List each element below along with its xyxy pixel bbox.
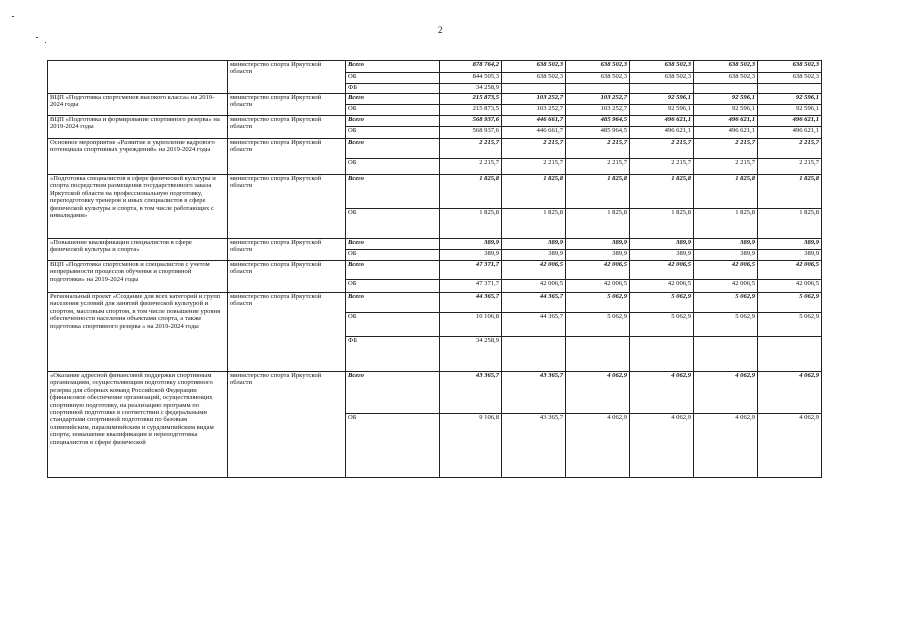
amount-cell: 1 825,8 [440, 209, 502, 239]
table-row [48, 372, 822, 414]
amount-cell: 42 006,5 [694, 261, 758, 280]
amount-cell: 92 596,1 [758, 105, 822, 116]
amount-cell: 42 006,5 [630, 261, 694, 280]
amount-cell: 2 215,7 [502, 159, 566, 175]
amount-cell [502, 337, 566, 372]
amount-cell: 215 873,5 [440, 105, 502, 116]
amount-cell: 496 621,1 [630, 116, 694, 127]
amount-cell: 389,9 [502, 250, 566, 261]
program-name-cell: «Подготовка специалистов в сфере физической культуры и спорта посредством размещения государственного заказа Иркутской области на профессиональную подготовку, переподготовку тренеров и иных специалистов в сфере физической культуры и спорта, в том числе работающих с инвалидами» [48, 175, 228, 239]
amount-cell: 42 006,5 [502, 261, 566, 280]
table-row [48, 293, 822, 313]
amount-cell: 5 062,9 [758, 313, 822, 337]
amount-cell: 638 502,3 [694, 73, 758, 84]
funding-source-cell: Всего [346, 372, 440, 414]
funding-source-cell: Всего [346, 116, 440, 127]
amount-cell: 5 062,9 [566, 313, 630, 337]
scan-speck [36, 37, 38, 38]
funding-source-cell: ФБ [346, 84, 440, 94]
amount-cell: 2 215,7 [440, 159, 502, 175]
amount-cell: 389,9 [440, 239, 502, 250]
table-row [48, 116, 822, 127]
amount-cell: 44 365,7 [502, 293, 566, 313]
amount-cell: 1 825,8 [694, 175, 758, 209]
amount-cell: 4 062,9 [566, 372, 630, 414]
amount-cell: 1 825,8 [758, 175, 822, 209]
table-row [48, 175, 822, 209]
table-row [48, 261, 822, 280]
funding-source-cell: ОБ [346, 280, 440, 293]
amount-cell: 9 106,8 [440, 414, 502, 478]
amount-cell: 4 062,9 [694, 414, 758, 478]
amount-cell: 42 006,5 [758, 261, 822, 280]
amount-cell: 389,9 [758, 239, 822, 250]
amount-cell: 638 502,3 [758, 73, 822, 84]
amount-cell: 103 252,7 [502, 105, 566, 116]
executor-cell: министерство спорта Иркутской области [228, 116, 346, 139]
amount-cell: 2 215,7 [758, 139, 822, 159]
amount-cell: 389,9 [630, 239, 694, 250]
amount-cell: 92 596,1 [694, 105, 758, 116]
amount-cell: 43 365,7 [440, 372, 502, 414]
funding-source-cell: ОБ [346, 313, 440, 337]
amount-cell [566, 337, 630, 372]
amount-cell: 42 006,5 [630, 280, 694, 293]
amount-cell: 568 937,6 [440, 116, 502, 127]
amount-cell: 496 621,1 [630, 127, 694, 139]
amount-cell [566, 84, 630, 94]
amount-cell: 103 252,7 [566, 94, 630, 105]
amount-cell: 638 502,3 [630, 61, 694, 73]
amount-cell: 2 215,7 [440, 139, 502, 159]
amount-cell: 844 505,3 [440, 73, 502, 84]
amount-cell: 47 371,7 [440, 280, 502, 293]
program-name-cell: Региональный проект «Создание для всех категорий и групп населения условий для занятий физической культурой и спортом, массовым спортом, в том числе повышение уровня обеспеченности населения объектами спорта, а также подготовка спортивного резерва » на 2019-2024 годы [48, 293, 228, 372]
funding-source-cell: ОБ [346, 105, 440, 116]
program-name-cell: «Повышение квалификации специалистов в сфере физической культуры и спорта» [48, 239, 228, 261]
funding-source-cell: ОБ [346, 250, 440, 261]
amount-cell: 103 252,7 [502, 94, 566, 105]
amount-cell [694, 84, 758, 94]
amount-cell: 446 661,7 [502, 116, 566, 127]
amount-cell: 878 764,2 [440, 61, 502, 73]
amount-cell: 92 596,1 [630, 105, 694, 116]
amount-cell: 2 215,7 [566, 139, 630, 159]
amount-cell: 42 006,5 [758, 280, 822, 293]
executor-cell: министерство спорта Иркутской области [228, 261, 346, 293]
program-name-cell [48, 61, 228, 94]
amount-cell: 215 873,5 [440, 94, 502, 105]
amount-cell: 1 825,8 [630, 209, 694, 239]
amount-cell: 496 621,1 [758, 116, 822, 127]
amount-cell: 4 062,9 [758, 414, 822, 478]
funding-source-cell: ОБ [346, 209, 440, 239]
amount-cell: 389,9 [502, 239, 566, 250]
amount-cell [758, 337, 822, 372]
funding-source-cell: ОБ [346, 73, 440, 84]
amount-cell: 5 062,9 [758, 293, 822, 313]
executor-cell: министерство спорта Иркутской области [228, 94, 346, 116]
funding-source-cell: Всего [346, 94, 440, 105]
amount-cell: 103 252,7 [566, 105, 630, 116]
funding-source-cell: Всего [346, 293, 440, 313]
amount-cell: 92 596,1 [630, 94, 694, 105]
executor-cell: министерство спорта Иркутской области [228, 239, 346, 261]
amount-cell: 10 106,8 [440, 313, 502, 337]
amount-cell: 2 215,7 [566, 159, 630, 175]
funding-source-cell: ОБ [346, 414, 440, 478]
amount-cell [630, 84, 694, 94]
program-name-cell: ВЦП «Подготовка спортсменов высокого класса» на 2019-2024 годы [48, 94, 228, 116]
amount-cell: 568 937,6 [440, 127, 502, 139]
table-row [48, 239, 822, 250]
amount-cell: 4 062,9 [694, 372, 758, 414]
amount-cell: 5 062,9 [630, 313, 694, 337]
funding-source-cell: ФБ [346, 337, 440, 372]
amount-cell: 389,9 [694, 239, 758, 250]
amount-cell: 42 006,5 [566, 280, 630, 293]
amount-cell: 638 502,3 [630, 73, 694, 84]
amount-cell: 1 825,8 [440, 175, 502, 209]
table-row [48, 139, 822, 159]
amount-cell: 638 502,3 [502, 61, 566, 73]
amount-cell: 1 825,8 [694, 209, 758, 239]
amount-cell: 446 661,7 [502, 127, 566, 139]
amount-cell: 47 371,7 [440, 261, 502, 280]
scan-speck [12, 16, 14, 17]
amount-cell: 5 062,9 [694, 293, 758, 313]
amount-cell: 485 964,5 [566, 116, 630, 127]
amount-cell: 2 215,7 [694, 139, 758, 159]
executor-cell: министерство спорта Иркутской области [228, 139, 346, 175]
program-name-cell: ВЦП «Подготовка и формирование спортивного резерва» на 2019-2024 годы [48, 116, 228, 139]
program-name-cell: «Оказание адресной финансовой поддержки спортивным организациям, осуществляющим подготовку спортивного резерва для сборных команд Российской Федерации (финансовое обеспечение организаций, осуществляющих спортивную подготовку, на реализацию программ по спортивной подготовке в соответствии с федеральными стандартами спортивной подготовки по базовым олимпийским, паралимпийским и сурдлимпийским видам спорта; повышение квалификации и переподготовка специалистов в сфере физической [48, 372, 228, 478]
funding-source-cell: Всего [346, 61, 440, 73]
amount-cell: 92 596,1 [694, 94, 758, 105]
amount-cell: 2 215,7 [630, 139, 694, 159]
amount-cell: 43 365,7 [502, 372, 566, 414]
table-row [48, 61, 822, 73]
funding-source-cell: ОБ [346, 159, 440, 175]
amount-cell: 43 365,7 [502, 414, 566, 478]
executor-cell: министерство спорта Иркутской области [228, 372, 346, 478]
amount-cell: 496 621,1 [694, 127, 758, 139]
amount-cell: 485 964,5 [566, 127, 630, 139]
executor-cell: министерство спорта Иркутской области [228, 293, 346, 372]
amount-cell: 389,9 [758, 250, 822, 261]
amount-cell: 42 006,5 [566, 261, 630, 280]
amount-cell [502, 84, 566, 94]
program-name-cell: Основное мероприятие «Развитие и укрепление кадрового потенциала спортивных учреждений» на 2019-2024 годы [48, 139, 228, 175]
amount-cell: 34 258,9 [440, 337, 502, 372]
budget-table [47, 60, 822, 478]
amount-cell: 1 825,8 [566, 175, 630, 209]
amount-cell: 2 215,7 [502, 139, 566, 159]
amount-cell: 496 621,1 [758, 127, 822, 139]
amount-cell: 1 825,8 [502, 209, 566, 239]
amount-cell: 2 215,7 [630, 159, 694, 175]
amount-cell: 5 062,9 [566, 293, 630, 313]
funding-source-cell: ОБ [346, 127, 440, 139]
amount-cell: 4 062,9 [566, 414, 630, 478]
amount-cell: 638 502,3 [758, 61, 822, 73]
amount-cell: 44 365,7 [502, 313, 566, 337]
amount-cell: 1 825,8 [758, 209, 822, 239]
amount-cell: 34 258,9 [440, 84, 502, 94]
amount-cell: 389,9 [566, 239, 630, 250]
amount-cell: 44 365,7 [440, 293, 502, 313]
executor-cell: министерство спорта Иркутской области [228, 175, 346, 239]
amount-cell: 638 502,3 [566, 73, 630, 84]
amount-cell: 92 596,1 [758, 94, 822, 105]
amount-cell: 2 215,7 [758, 159, 822, 175]
amount-cell: 4 062,9 [758, 372, 822, 414]
amount-cell: 42 006,5 [502, 280, 566, 293]
page-number: 2 [438, 25, 443, 35]
amount-cell: 638 502,3 [502, 73, 566, 84]
amount-cell [630, 337, 694, 372]
amount-cell [694, 337, 758, 372]
scan-speck [45, 42, 46, 43]
amount-cell: 2 215,7 [694, 159, 758, 175]
amount-cell: 4 062,9 [630, 414, 694, 478]
amount-cell: 42 006,5 [694, 280, 758, 293]
funding-source-cell: Всего [346, 175, 440, 209]
amount-cell: 389,9 [440, 250, 502, 261]
funding-source-cell: Всего [346, 261, 440, 280]
amount-cell: 1 825,8 [502, 175, 566, 209]
funding-source-cell: Всего [346, 139, 440, 159]
amount-cell: 389,9 [694, 250, 758, 261]
program-name-cell: ВЦП «Подготовка спортсменов и специалистов с учетом непрерывности процессов обучения и спортивной подготовки» на 2019-2024 годы [48, 261, 228, 293]
amount-cell: 4 062,9 [630, 372, 694, 414]
funding-source-cell: Всего [346, 239, 440, 250]
executor-cell: министерство спорта Иркутской области [228, 61, 346, 94]
amount-cell: 1 825,8 [630, 175, 694, 209]
amount-cell: 5 062,9 [694, 313, 758, 337]
amount-cell: 638 502,3 [566, 61, 630, 73]
amount-cell: 5 062,9 [630, 293, 694, 313]
amount-cell: 389,9 [566, 250, 630, 261]
amount-cell [758, 84, 822, 94]
amount-cell: 389,9 [630, 250, 694, 261]
table-row [48, 94, 822, 105]
amount-cell: 638 502,3 [694, 61, 758, 73]
amount-cell: 496 621,1 [694, 116, 758, 127]
amount-cell: 1 825,8 [566, 209, 630, 239]
